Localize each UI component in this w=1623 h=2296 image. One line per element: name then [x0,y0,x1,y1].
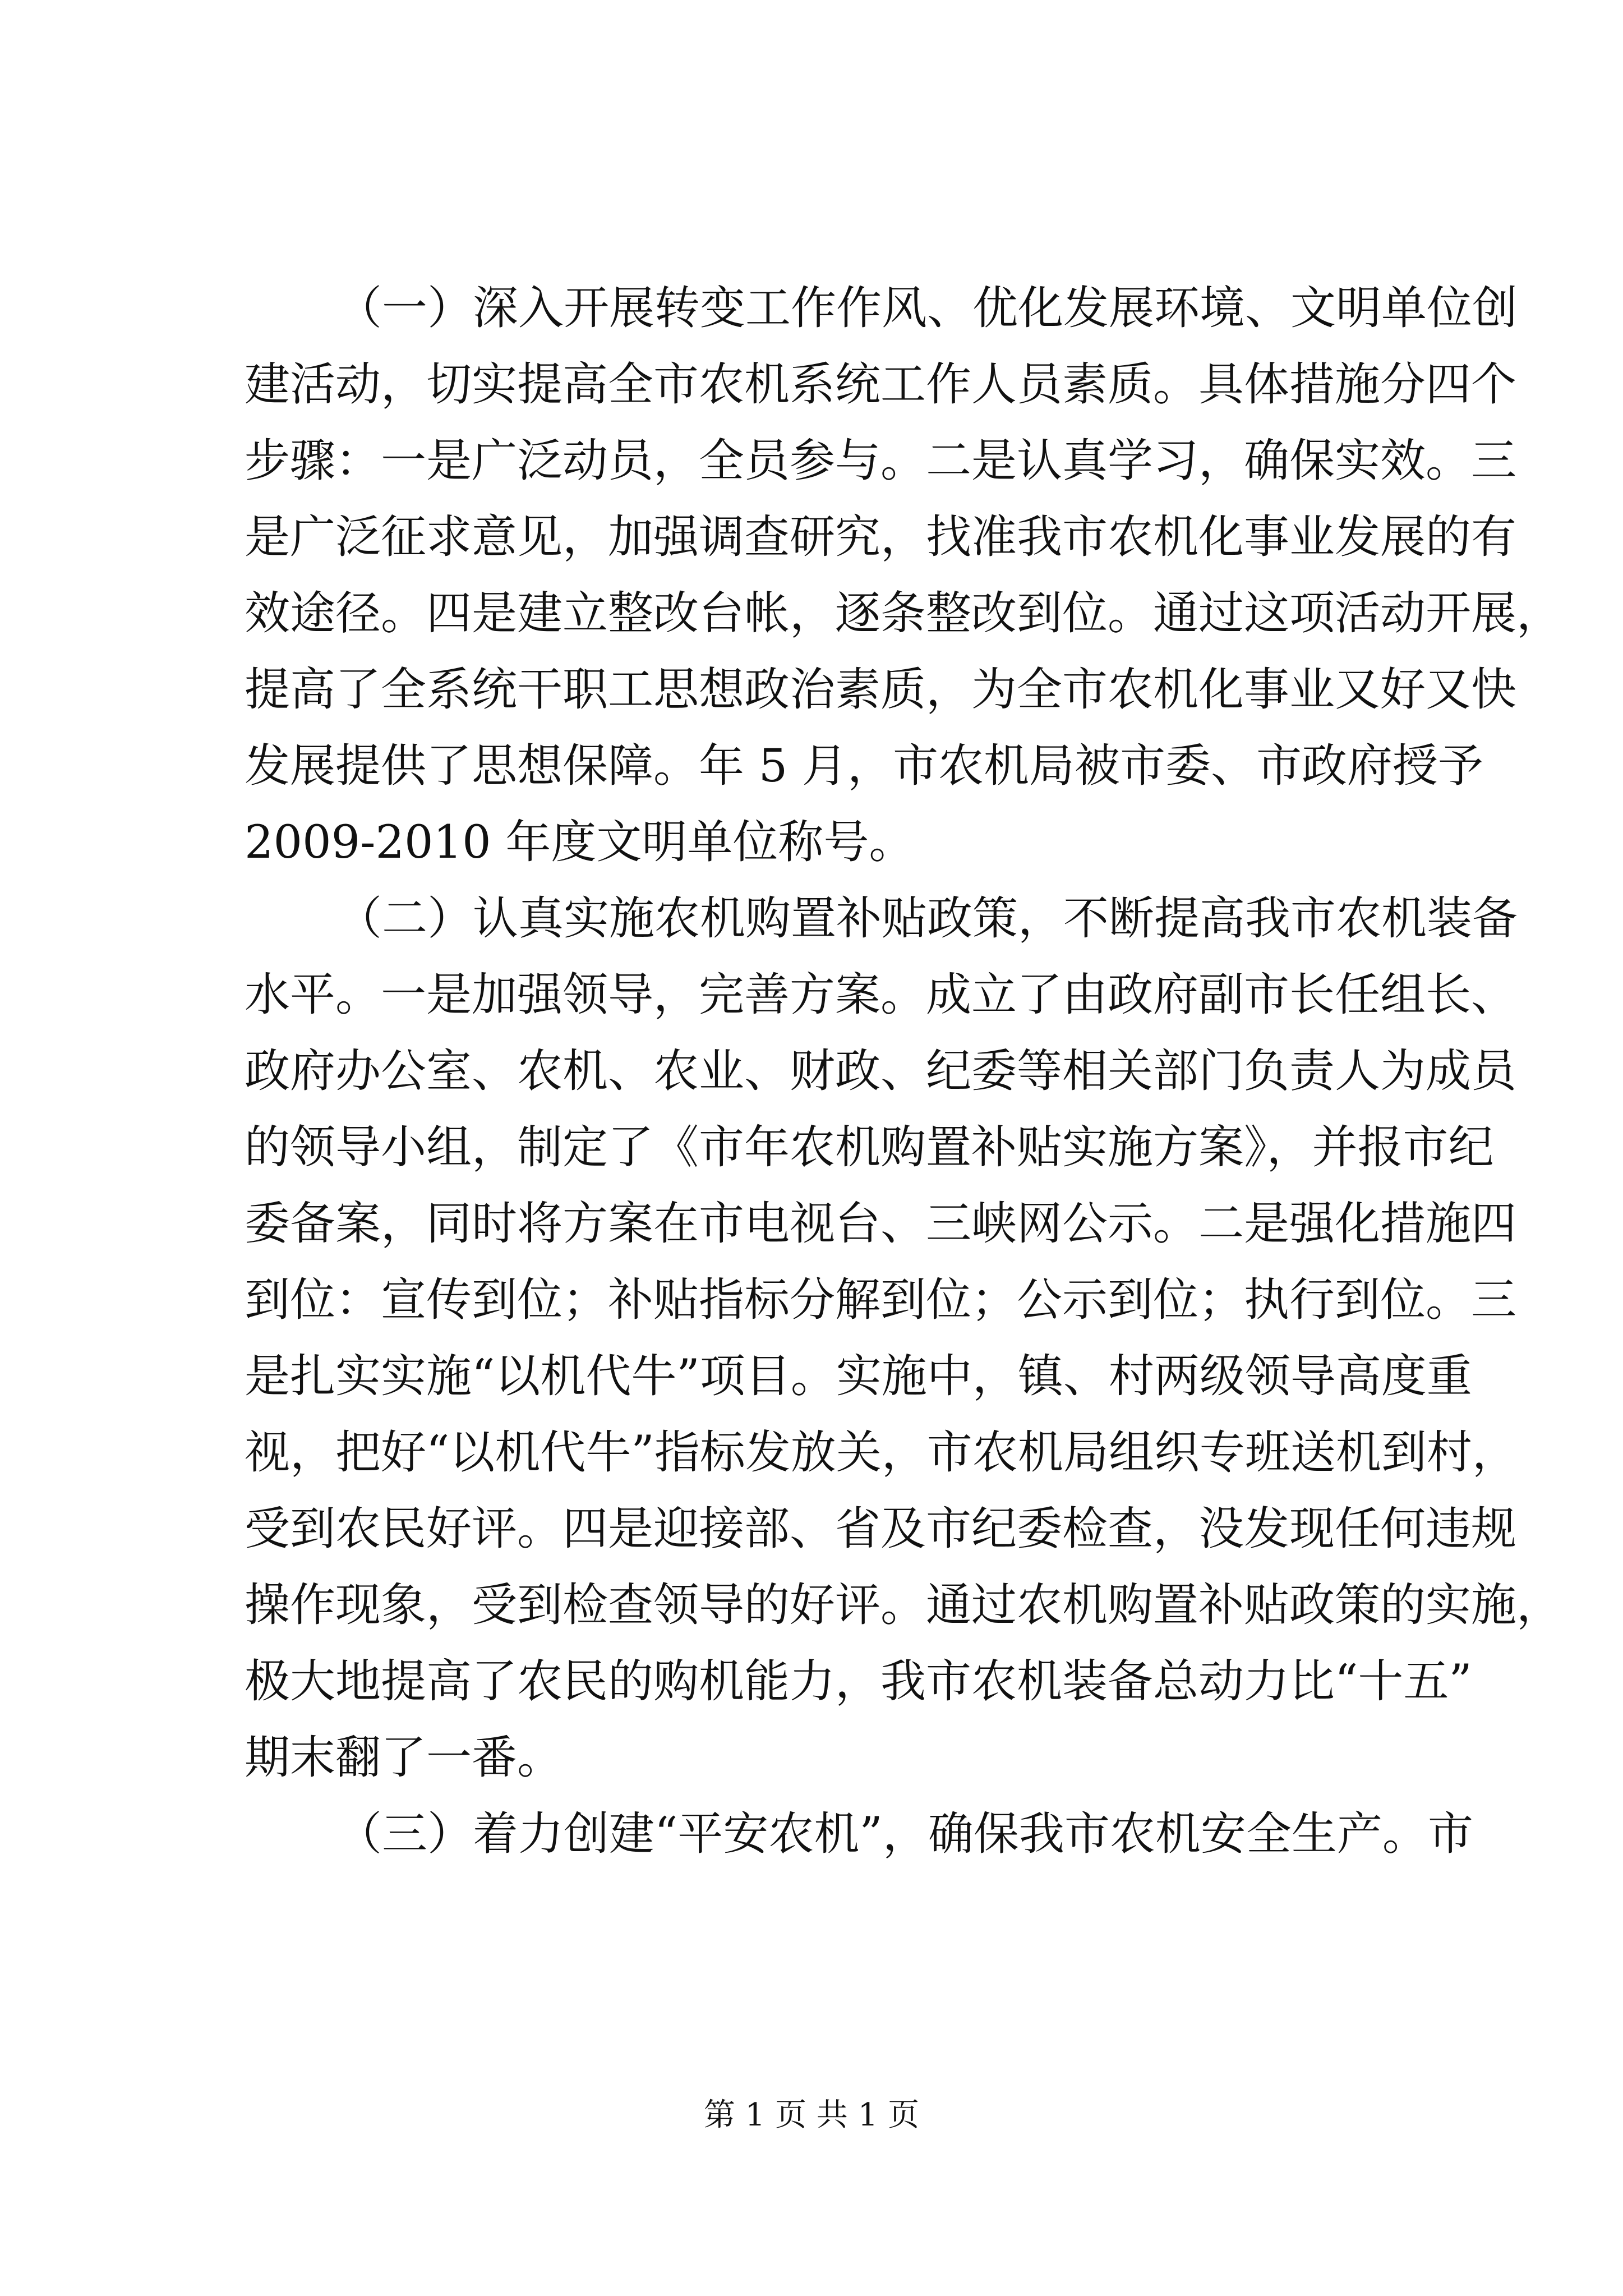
paragraph-3-line-1: （三）着力创建“平安农机”，确保我市农机安全生产。市 [336,1808,1473,1861]
paragraph-2-line-3: 政府办公室、农机、农业、财政、纪委等相关部门负责人为成员 [245,1045,1517,1098]
paragraph-2-line-4: 的领导小组，制定了《市年农机购置补贴实施方案》，并报市纪 [245,1121,1494,1174]
paragraph-2-line-1: （二）认真实施农机购置补贴政策，不断提高我市农机装备 [336,892,1518,945]
paragraph-2-line-11: 极大地提高了农民的购机能力，我市农机装备总动力比“十五” [245,1655,1472,1708]
paragraph-2-line-10: 操作现象，受到检查领导的好评。通过农机购置补贴政策的实施， [245,1579,1562,1632]
paragraph-1-line-3: 步骤：一是广泛动员，全员参与。二是认真学习，确保实效。三 [245,435,1517,487]
paragraph-1-line-8: 2009-2010 年度文明单位称号。 [245,816,915,869]
paragraph-1-line-4: 是广泛征求意见，加强调查研究，找准我市农机化事业发展的有 [245,511,1517,564]
paragraph-2-line-9: 受到农民好评。四是迎接部、省及市纪委检查，没发现任何违规 [245,1503,1517,1556]
paragraph-1-line-1: （一）深入开展转变工作作风、优化发展环境、文明单位创 [336,282,1518,335]
paragraph-2-line-12: 期末翻了一番。 [245,1732,563,1784]
paragraph-2-line-8: 视，把好“以机代牛”指标发放关，市农机局组织专班送机到村， [245,1427,1518,1479]
paragraph-1-line-7: 发展提供了思想保障。年 5 月，市农机局被市委、市政府授予 [245,740,1484,793]
paragraph-2-line-2: 水平。一是加强领导，完善方案。成立了由政府副市长任组长、 [245,969,1517,1022]
paragraph-2-line-6: 到位：宣传到位；补贴指标分解到位；公示到位；执行到位。三 [245,1274,1517,1327]
page-number-footer: 第 1 页 共 1 页 [703,2097,920,2133]
paragraph-1-line-2: 建活动，切实提高全市农机系统工作人员素质。具体措施分四个 [245,358,1517,411]
paragraph-1-line-6: 提高了全系统干职工思想政治素质，为全市农机化事业又好又快 [245,664,1517,716]
paragraph-1-line-5: 效途径。四是建立整改台帐，逐条整改到位。通过这项活动开展， [245,587,1562,640]
paragraph-2-line-5: 委备案，同时将方案在市电视台、三峡网公示。二是强化措施四 [245,1198,1517,1250]
paragraph-2-line-7: 是扎实实施“以机代牛”项目。实施中，镇、村两级领导高度重 [245,1350,1472,1403]
